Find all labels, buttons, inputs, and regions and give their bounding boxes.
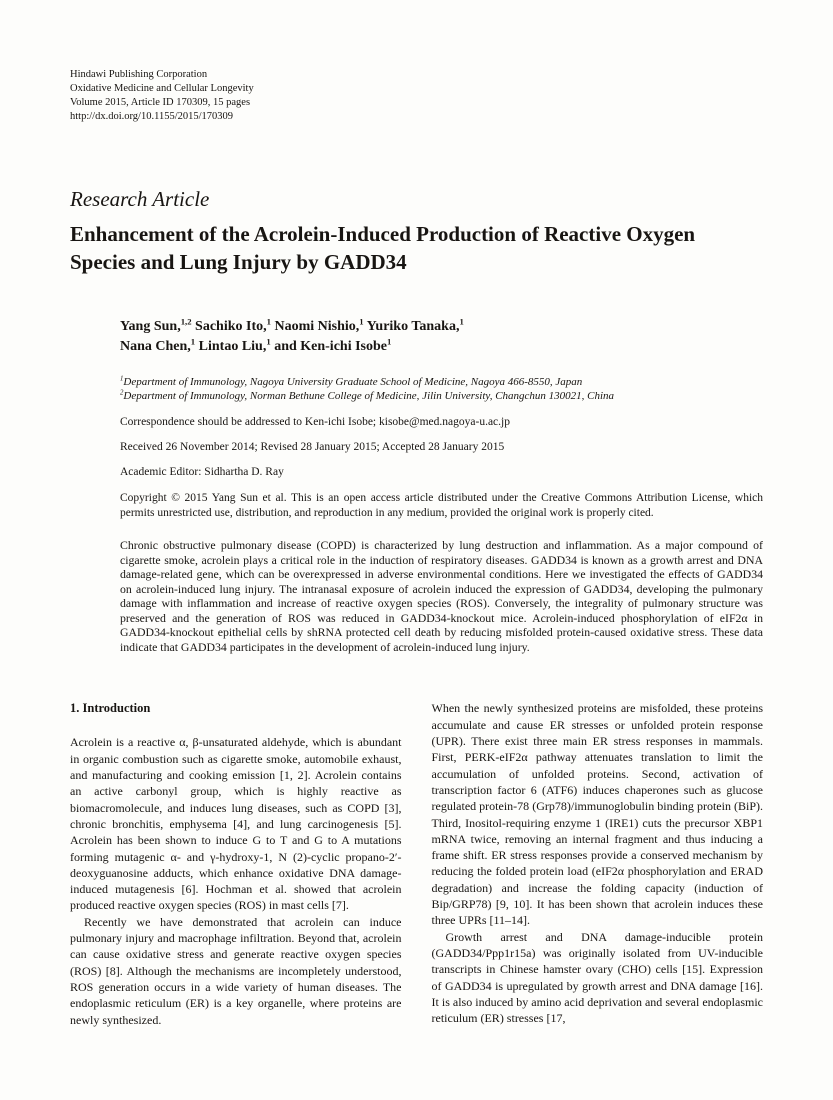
author-name [274,316,364,335]
academic-editor-line: Academic Editor: Sidhartha D. Ray [120,466,284,478]
intro-paragraph: Acrolein is a reactive α, β-unsaturated aldehyde, which is abundant in organic combustion such as cigarette smoke, automobile exhaust, and manufacturing and cooking emission [1, 2]. Acrolein contains an active carbonyl group, which is highly reactive as biomacromolecule, and induces lung diseases, such as COPD [3], chronic bronchitis, emphysema [4], and lung carcinogenesis [5]. Acrolein has been shown to induce G to T and G to A mutations forming mutagenic α- and γ-hydroxy-1, N (2)-cyclic propano-2′-deoxyguanosine adducts, which enhance oxidative DNA damage-induced mutagenesis [6]. Hochman et al. showed that acrolein produced reactive oxygen species (ROS) in mast cells [7]. [70,735,402,913]
authors-line-2 [120,338,763,356]
author-name [366,316,464,335]
author-affiliation-sup: 1,2 [180,316,192,327]
author-name-text: Nana Chen, [120,338,191,354]
affiliation-sup: 1 [120,375,124,383]
journal-name: Oxidative Medicine and Cellular Longevity [70,82,254,94]
copyright-notice: Copyright © 2015 Yang Sun et al. This is an open access article distributed under the Creative Commons Attribution License, which permits unrestricted use, distribution, and reproduction in any medium, provided the original work is properly cited. [120,492,763,520]
correspondence-text: Correspondence should be addressed to Ken-ichi Isobe; [120,416,379,428]
byline-block [120,318,763,654]
affiliation-line [120,389,763,403]
author-name [274,336,392,354]
left-column [70,700,402,1028]
affiliations-block [120,375,763,403]
volume-info: Volume 2015, Article ID 170309, 15 pages [70,96,251,108]
intro-paragraph: Growth arrest and DNA damage-inducible protein (GADD34/Ppp1r15a) was originally isolated from UV-inducible transcripts in Chinese hamster ovary (CHO) cells [15]. Expression of GADD34 is upregulated by growth arrest and DNA damage [16]. It is also induced by amino acid deprivation and several endoplasmic reticulum (ER) stresses [17, [431,929,763,1026]
authors-line-1 [120,318,763,336]
right-column [432,700,764,1028]
author-name [120,316,192,335]
author-name-text: Naomi Nishio, [274,319,360,335]
author-name-text: Sachiko Ito, [195,319,267,335]
author-name [198,336,271,354]
section-heading-introduction: 1. Introduction [70,701,151,716]
affiliation-sup: 2 [120,389,124,397]
doi-link[interactable]: http://dx.doi.org/10.1155/2015/170309 [70,110,234,122]
affiliation-line [120,375,763,389]
abstract-text: Chronic obstructive pulmonary disease (COPD) is characterized by lung destruction and inflammation. As a major compound of cigarette smoke, acrolein plays a critical role in the induction of respiratory diseases. GADD34 is known as a growth arrest and DNA damage-related gene, which can be overexpressed in adverse environmental conditions. Here we investigated the effects of GADD34 on acrolein-induced lung injury. The intranasal exposure of acrolein induced the expression of GADD34, developing the pulmonary damage with inflammation and increase of reactive oxygen species (ROS). Conversely, the integrality of pulmonary structure was preserved and the generation of ROS was reduced in GADD34-knockout mice. Acrolein-induced phosphorylation of eIF2α in GADD34-knockout epithelial cells by shRNA protected cell death by reducing misfolded protein-caused oxidative stress. These data indicate that GADD34 participates in the development of acrolein-induced lung injury. [120,538,763,654]
author-name-text: Lintao Liu, [198,338,267,354]
email-link[interactable]: kisobe@med.nagoya-u.ac.jp [379,416,510,428]
author-affiliation-sup: 1 [266,336,271,347]
publisher-header [70,68,763,123]
article-type: Research Article [70,187,210,212]
article-body [70,700,763,1028]
author-affiliation-sup: 1 [266,316,271,327]
affiliation-text: Department of Immunology, Nagoya University Graduate School of Medicine, Nagoya 466-8550, Japan [123,375,583,388]
author-name [195,316,271,335]
correspondence-line [120,416,763,428]
intro-paragraph: When the newly synthesized proteins are misfolded, these proteins accumulate and cause ER stresses or unfolded protein response (UPR). There exist three main ER stress responses in mammals. First, PERK-eIF2α pathway attenuates translation to limit the accumulation of unfolded proteins. Second, activation of transcription factor 6 (ATF6) induces chaperones such as glucose regulated protein-78 (Grp78)/immunoglobulin binding protein (BiP). Third, Inositol-requiring enzyme 1 (IRE1) cuts the precursor XBP1 mRNA twice, removing an internal fragment and thus inducing a frame shift. ER stress responses provide a conserved mechanism by reducing the folded protein load (eIF2α phosphorylation and ERAD degradation) and increase the folding capacity (induction of Bip/GRP78) [9, 10]. It has been shown that acrolein induces these three UPRs [11–14]. [431,701,763,928]
author-affiliation-sup: 1 [459,316,464,327]
author-affiliation-sup: 1 [359,316,364,327]
author-affiliation-sup: 1 [190,336,196,347]
article-title: Enhancement of the Acrolein-Induced Production of Reactive Oxygen Species and Lung Injury by GADD34 [70,222,696,274]
article-history-line: Received 26 November 2014; Revised 28 January 2015; Accepted 28 January 2015 [120,441,505,453]
author-name-text: Yuriko Tanaka, [366,319,460,335]
author-name-text: Yang Sun, [120,319,181,335]
author-affiliation-sup: 1 [387,336,392,347]
affiliation-text: Department of Immunology, Norman Bethune College of Medicine, Jilin University, Changchun 130021, China [123,389,615,402]
author-name-text: and Ken-ichi Isobe [274,338,387,354]
intro-paragraph: Recently we have demonstrated that acrolein can induce pulmonary injury and macrophage infiltration. Beyond that, acrolein can cause oxidative stress and generate reactive oxygen species (ROS) [8]. Although the mechanisms are incompletely understood, ROS generation occurs in a wide variety of human diseases. The endoplasmic reticulum (ER) is a key organelle, where proteins are newly synthesized. [70,914,402,1027]
author-name [120,336,196,354]
publisher-name: Hindawi Publishing Corporation [70,69,208,80]
